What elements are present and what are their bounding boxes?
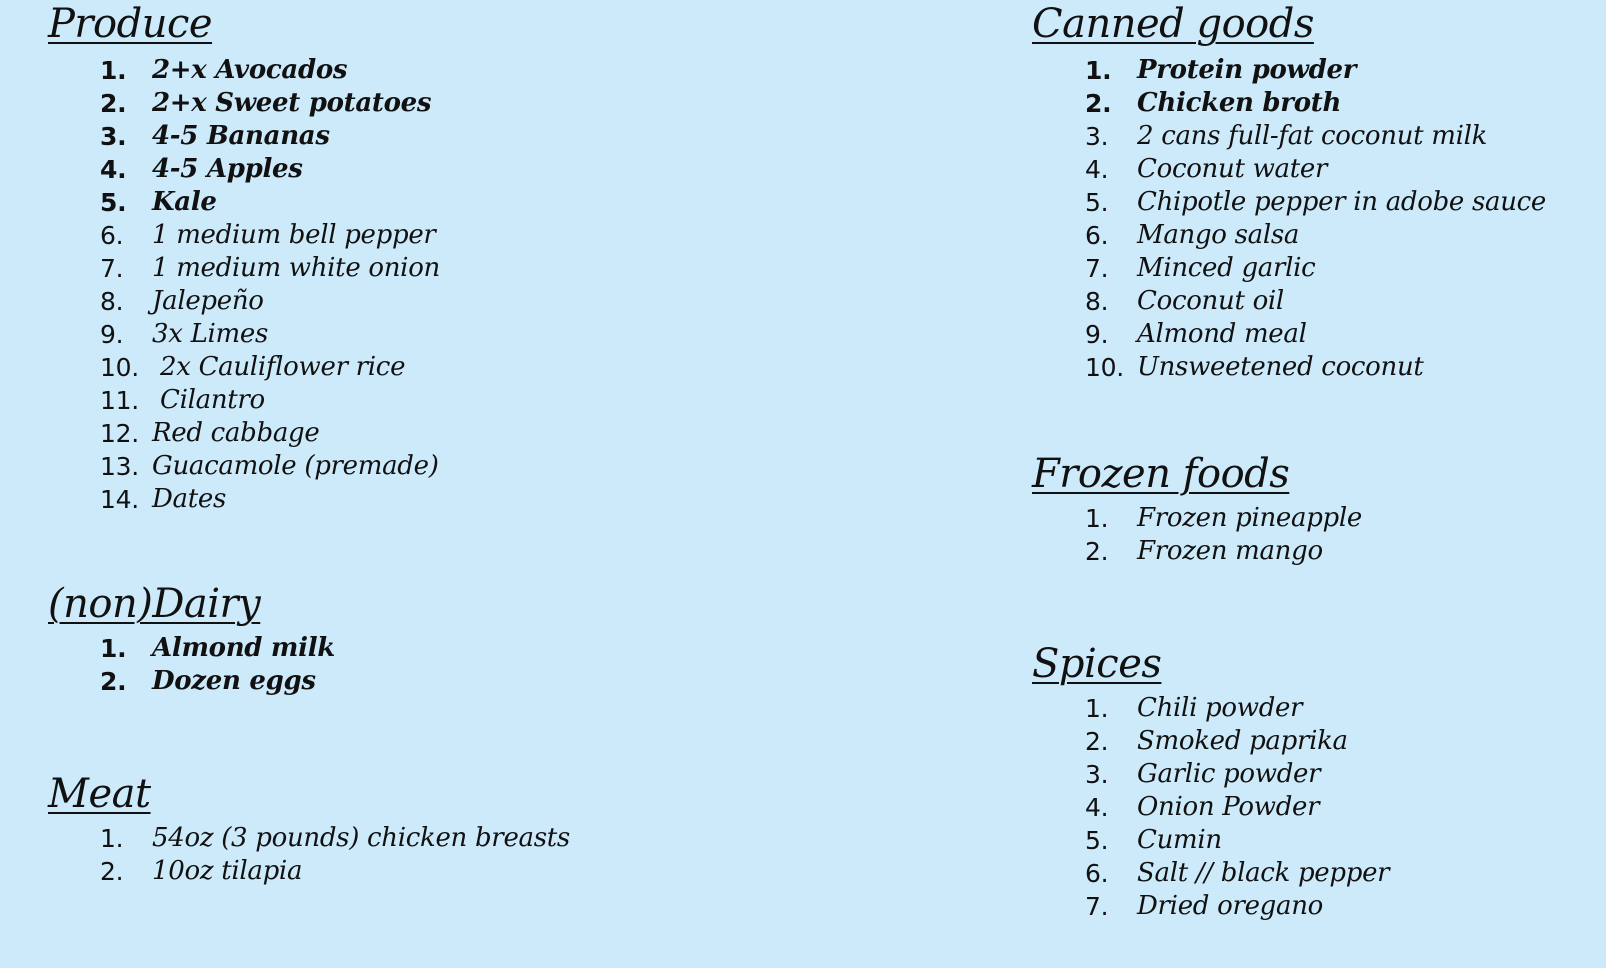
list-item-text: 4-5 Apples: [152, 154, 303, 184]
list-item: [1085, 120, 1488, 153]
list-item: [1085, 252, 1314, 285]
list-item-number: 6.: [1085, 221, 1109, 250]
list-item-number: 1.: [1085, 694, 1109, 723]
section-produce: [48, 1, 440, 516]
list-item-number: 9.: [100, 320, 124, 349]
list-item: [100, 186, 217, 219]
list-item: [1085, 502, 1362, 535]
list-item-text: Frozen mango: [1137, 536, 1323, 566]
list-item-text: Coconut oil: [1137, 286, 1284, 316]
list-item-number: 5.: [100, 188, 127, 217]
list-item-number: 10.: [1085, 353, 1124, 382]
list-item-number: 8.: [1085, 287, 1109, 316]
list-item: [1085, 153, 1328, 186]
list-item-text: Red cabbage: [152, 418, 320, 448]
list-item: [100, 219, 436, 252]
list-item-text: Chicken broth: [1137, 88, 1342, 118]
list-item-text: Kale: [152, 187, 217, 217]
heading-meat: Meat: [48, 771, 151, 817]
list-item: [100, 417, 320, 450]
list-item-number: 7.: [1085, 892, 1109, 921]
list-item: [100, 351, 406, 384]
list-item: [1085, 535, 1323, 568]
list-item-text: Protein powder: [1137, 55, 1357, 85]
list-item-text: Chili powder: [1137, 693, 1303, 723]
list-item: [100, 120, 330, 153]
list-spices: [1085, 692, 1390, 923]
list-item: [1085, 285, 1314, 318]
list-item: [100, 483, 227, 516]
list-item: [100, 153, 303, 186]
list-item-text: Guacamole (premade): [152, 451, 439, 481]
list-item-number: 2.: [100, 667, 127, 696]
list-item-text: 2 cans full-fat coconut milk: [1137, 121, 1488, 151]
list-item-number: 5.: [1085, 188, 1109, 217]
list-item-text: 2+x Sweet potatoes: [152, 88, 432, 118]
list-item-number: 6.: [100, 221, 124, 250]
list-item-text: Jalepeño: [152, 286, 264, 316]
list-item-text: Chipotle pepper in adobe sauce: [1137, 187, 1547, 217]
list-item: [100, 318, 269, 351]
list-item-text: Cilantro: [160, 385, 265, 415]
list-item: [100, 285, 264, 318]
list-item: [1085, 219, 1314, 252]
list-item-number: 3.: [1085, 122, 1109, 151]
heading-produce: Produce: [48, 1, 213, 47]
list-item: [1085, 890, 1323, 923]
list-item-number: 5.: [1085, 826, 1109, 855]
list-meat: [100, 822, 570, 888]
list-dairy: [100, 632, 336, 698]
list-item-text: 2x Cauliflower rice: [160, 352, 406, 382]
list-item: [100, 87, 432, 120]
list-item-text: Cumin: [1137, 825, 1222, 855]
heading-frozen-foods: Frozen foods: [1032, 451, 1290, 497]
list-item: [100, 384, 265, 417]
list-item-number: 4.: [1085, 155, 1109, 184]
list-item-number: 2.: [100, 89, 127, 118]
list-item-number: 11.: [100, 386, 139, 415]
list-item-text: Almond milk: [152, 633, 336, 663]
list-item-number: 4.: [100, 155, 127, 184]
list-item-number: 7.: [1085, 254, 1109, 283]
section-spices: [1032, 641, 1390, 923]
section-canned-goods: [1032, 1, 1547, 384]
list-item-text: Dozen eggs: [152, 666, 316, 696]
heading-spices: Spices: [1032, 641, 1162, 687]
list-item-text: Coconut water: [1137, 154, 1328, 184]
section-frozen-foods: [1032, 451, 1362, 568]
list-item: [1085, 725, 1348, 758]
list-item-number: 3.: [100, 122, 127, 151]
list-item-number: 10.: [100, 353, 139, 382]
list-item-number: 1.: [1085, 56, 1112, 85]
list-item-text: Salt // black pepper: [1137, 858, 1390, 888]
list-canned-goods: [1085, 54, 1547, 384]
list-item-number: 2.: [1085, 727, 1109, 756]
list-item-number: 3.: [1085, 760, 1109, 789]
list-item: [100, 822, 570, 855]
list-item: [1085, 857, 1390, 890]
list-item: [1085, 87, 1342, 120]
list-item-number: 4.: [1085, 793, 1109, 822]
list-item-text: Unsweetened coconut: [1137, 352, 1424, 382]
list-item: [1085, 351, 1424, 384]
list-item-number: 13.: [100, 452, 139, 481]
list-item-text: Minced garlic: [1137, 253, 1316, 283]
list-item: [1085, 186, 1547, 219]
list-item: [1085, 54, 1357, 87]
list-item: [100, 252, 440, 285]
list-item: [100, 632, 336, 665]
list-item-number: 7.: [100, 254, 124, 283]
list-item-text: Almond meal: [1137, 319, 1307, 349]
list-item-text: 4-5 Bananas: [152, 121, 330, 151]
list-item: [1085, 692, 1303, 725]
list-item: [1085, 824, 1222, 857]
section-dairy: [48, 581, 336, 698]
list-item: [100, 665, 316, 698]
list-item-number: 1.: [100, 824, 124, 853]
list-item-text: 1 medium bell pepper: [152, 220, 436, 250]
list-item-number: 1.: [1085, 504, 1109, 533]
section-meat: [48, 771, 570, 888]
list-item: [1085, 758, 1321, 791]
list-item-text: Dates: [152, 484, 227, 514]
list-item-text: 2+x Avocados: [152, 55, 348, 85]
list-item: [100, 450, 439, 483]
list-item-number: 2.: [1085, 89, 1112, 118]
list-item-text: Frozen pineapple: [1137, 503, 1362, 533]
list-item-text: 54oz (3 pounds) chicken breasts: [152, 823, 570, 853]
list-item-number: 1.: [100, 56, 127, 85]
list-item-number: 8.: [100, 287, 124, 316]
list-item: [100, 855, 303, 888]
list-item-text: Smoked paprika: [1137, 726, 1348, 756]
list-item-number: 12.: [100, 419, 139, 448]
list-frozen-foods: [1085, 502, 1362, 568]
list-item-number: 1.: [100, 634, 127, 663]
list-item-text: Onion Powder: [1137, 792, 1320, 822]
list-item-number: 2.: [1085, 537, 1109, 566]
list-item-text: Garlic powder: [1137, 759, 1321, 789]
list-item-text: Mango salsa: [1137, 220, 1300, 250]
list-item: [1085, 791, 1320, 824]
list-item-text: Dried oregano: [1137, 891, 1323, 921]
list-item: [1085, 318, 1314, 351]
heading-canned-goods: Canned goods: [1032, 1, 1314, 47]
list-item-number: 14.: [100, 485, 139, 514]
heading-dairy: (non)Dairy: [48, 581, 261, 627]
list-item-text: 1 medium white onion: [152, 253, 440, 283]
list-produce: [100, 54, 440, 516]
list-item-number: 2.: [100, 857, 124, 886]
list-item-number: 6.: [1085, 859, 1109, 888]
list-item-text: 3x Limes: [152, 319, 269, 349]
list-item: [100, 54, 348, 87]
list-item-number: 9.: [1085, 320, 1109, 349]
list-item-text: 10oz tilapia: [152, 856, 303, 886]
